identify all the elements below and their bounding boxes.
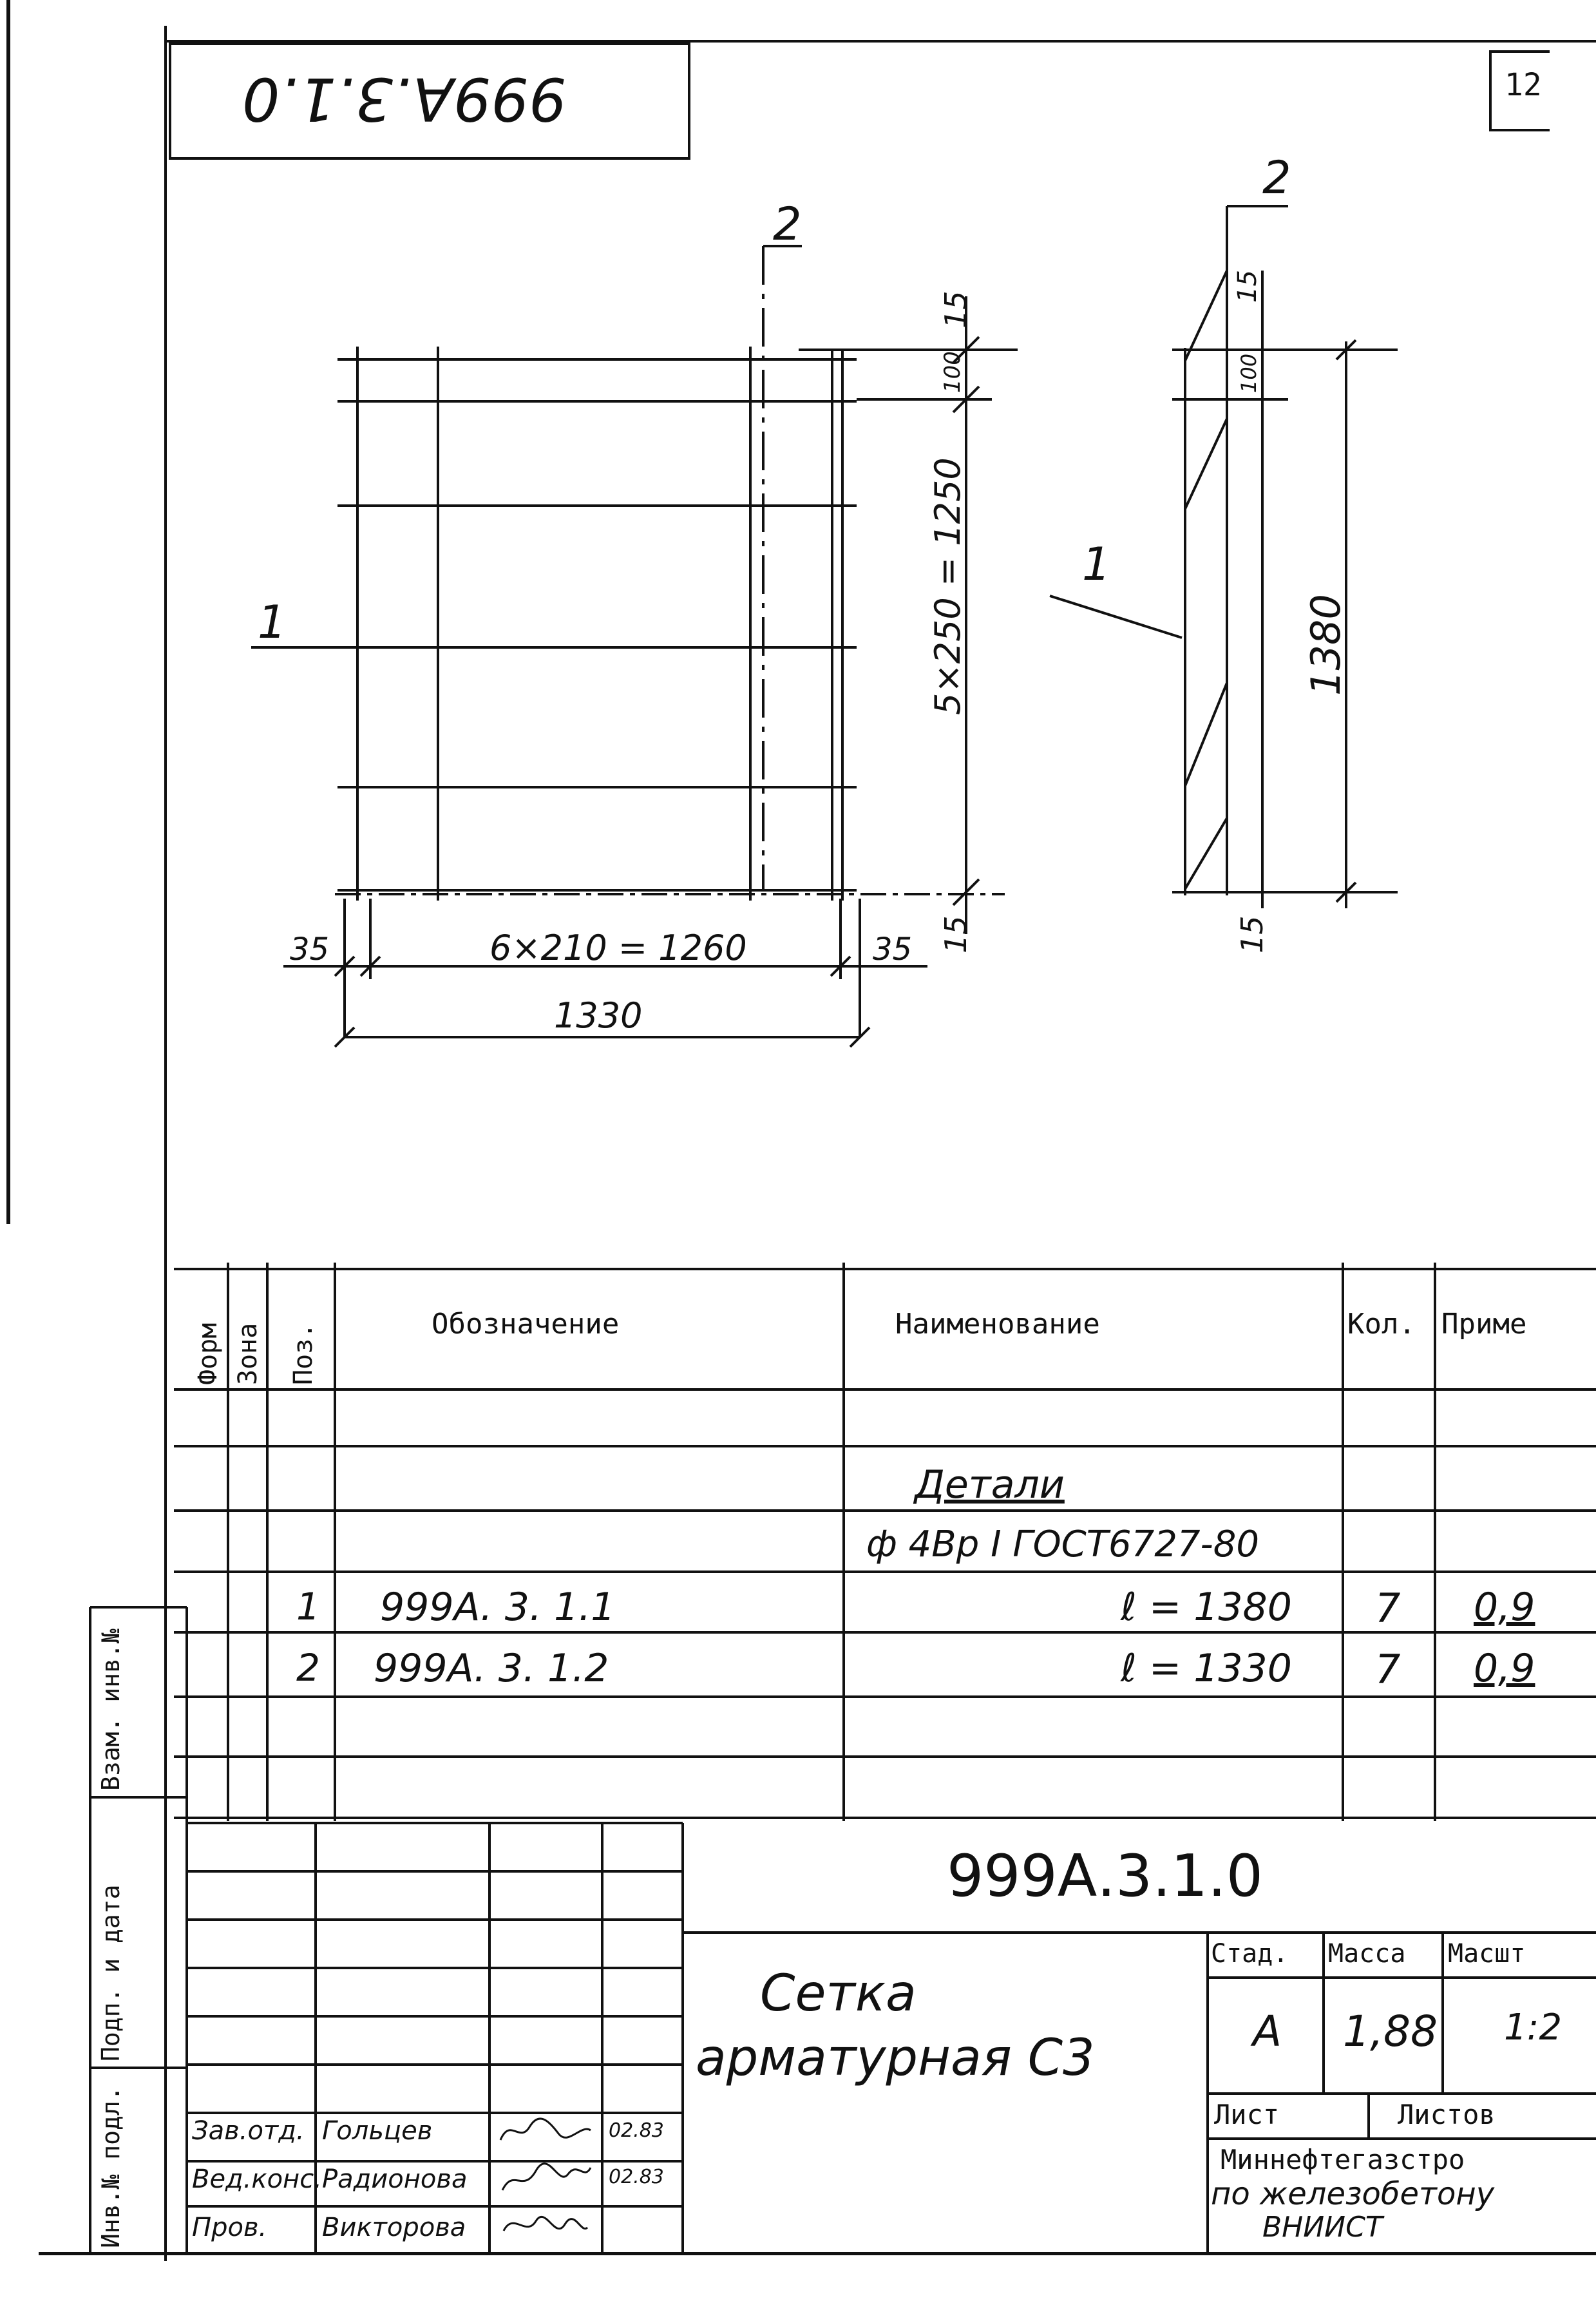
section-mark-2-side: 2	[1262, 151, 1291, 204]
title-line-1: Сетка	[760, 1965, 917, 2023]
page-number: 12	[1505, 67, 1542, 103]
organization-line-2: по железобетону	[1211, 2176, 1495, 2212]
rotated-code-text: 999A.3.1.0	[242, 64, 567, 133]
sheet-label: Лист	[1214, 2099, 1280, 2130]
mass-value: 1,88	[1343, 2007, 1438, 2056]
row-2-designation: 999А. 3. 1.2	[374, 1646, 609, 1691]
signer-1-name: Гольцев	[322, 2116, 433, 2146]
signer-2-date: 02.83	[609, 2166, 664, 2188]
row-1-qty: 7	[1375, 1585, 1401, 1632]
organization-line-3: ВНИИСТ	[1262, 2211, 1383, 2244]
scale-value: 1:2	[1504, 2007, 1563, 2048]
side-leader-mark-1: 1	[1082, 538, 1111, 591]
header-qty: Кол.	[1347, 1308, 1416, 1341]
row-1-pos: 1	[296, 1585, 320, 1628]
signer-2-signature	[497, 2161, 594, 2197]
signer-2-role: Вед.конс.	[192, 2164, 322, 2194]
sheets-label: Листов	[1398, 2099, 1496, 2130]
side-label-signature-date: Подп. и дата	[97, 1884, 125, 2061]
row-2-pos: 2	[296, 1646, 320, 1690]
signer-1-signature	[497, 2114, 594, 2146]
row-2-note: 0,9	[1474, 1646, 1535, 1691]
title-line-2: арматурная С3	[696, 2029, 1095, 2087]
signer-3-signature	[497, 2208, 594, 2247]
dim-bottom-15: 15	[938, 915, 973, 953]
scale-label: Масшт	[1448, 1939, 1526, 1969]
header-zone: Зона	[233, 1322, 263, 1385]
signer-2-name: Радионова	[322, 2164, 468, 2194]
dim-top-100: 100	[940, 351, 965, 393]
signer-1-role: Зав.отд.	[192, 2116, 305, 2146]
header-format: Форм	[193, 1322, 223, 1385]
side-dim-15-top: 15	[1233, 270, 1262, 303]
document-code: 999А.3.1.0	[947, 1842, 1263, 1910]
stage-label: Стад.	[1211, 1939, 1289, 1969]
signer-1-date: 02.83	[609, 2119, 664, 2142]
mass-label: Масса	[1328, 1939, 1406, 1969]
dim-top-15: 15	[938, 291, 973, 329]
signer-3-role: Пров.	[192, 2213, 267, 2242]
stage-value: А	[1253, 2007, 1282, 2056]
header-designation: Обозначение	[432, 1308, 620, 1341]
row-1-name: ℓ = 1380	[1121, 1585, 1292, 1630]
side-dim-100: 100	[1237, 353, 1261, 393]
header-pos: Поз.	[289, 1322, 318, 1385]
organization-line-1: Миннефтегазстро	[1221, 2144, 1465, 2175]
side-label-original-inv: Инв.№ подл.	[97, 2086, 125, 2248]
dim-horizontal-spacing: 6×210 = 1260	[489, 928, 747, 968]
section-mark-2-front: 2	[773, 198, 802, 251]
leader-mark-1: 1	[258, 596, 287, 649]
dim-right-35: 35	[873, 931, 913, 968]
side-dim-15-bottom: 15	[1235, 915, 1269, 953]
row-2-name: ℓ = 1330	[1121, 1646, 1292, 1691]
material-spec: ф 4Вр I ГОСТ6727-80	[866, 1523, 1259, 1565]
row-1-designation: 999А. 3. 1.1	[380, 1585, 616, 1630]
side-label-replaced-inv: Взам. инв.№	[97, 1628, 125, 1791]
dim-left-35: 35	[290, 931, 330, 968]
row-1-note: 0,9	[1474, 1585, 1535, 1630]
signer-3-name: Викторова	[322, 2213, 466, 2242]
header-note: Приме	[1441, 1308, 1527, 1341]
header-name: Наименование	[895, 1308, 1100, 1341]
dim-vertical-spacing: 5×250 = 1250	[927, 457, 968, 715]
section-title-details: Детали	[915, 1462, 1065, 1507]
row-2-qty: 7	[1375, 1646, 1401, 1693]
dim-overall-width: 1330	[554, 995, 643, 1036]
side-dim-height: 1380	[1302, 594, 1349, 696]
